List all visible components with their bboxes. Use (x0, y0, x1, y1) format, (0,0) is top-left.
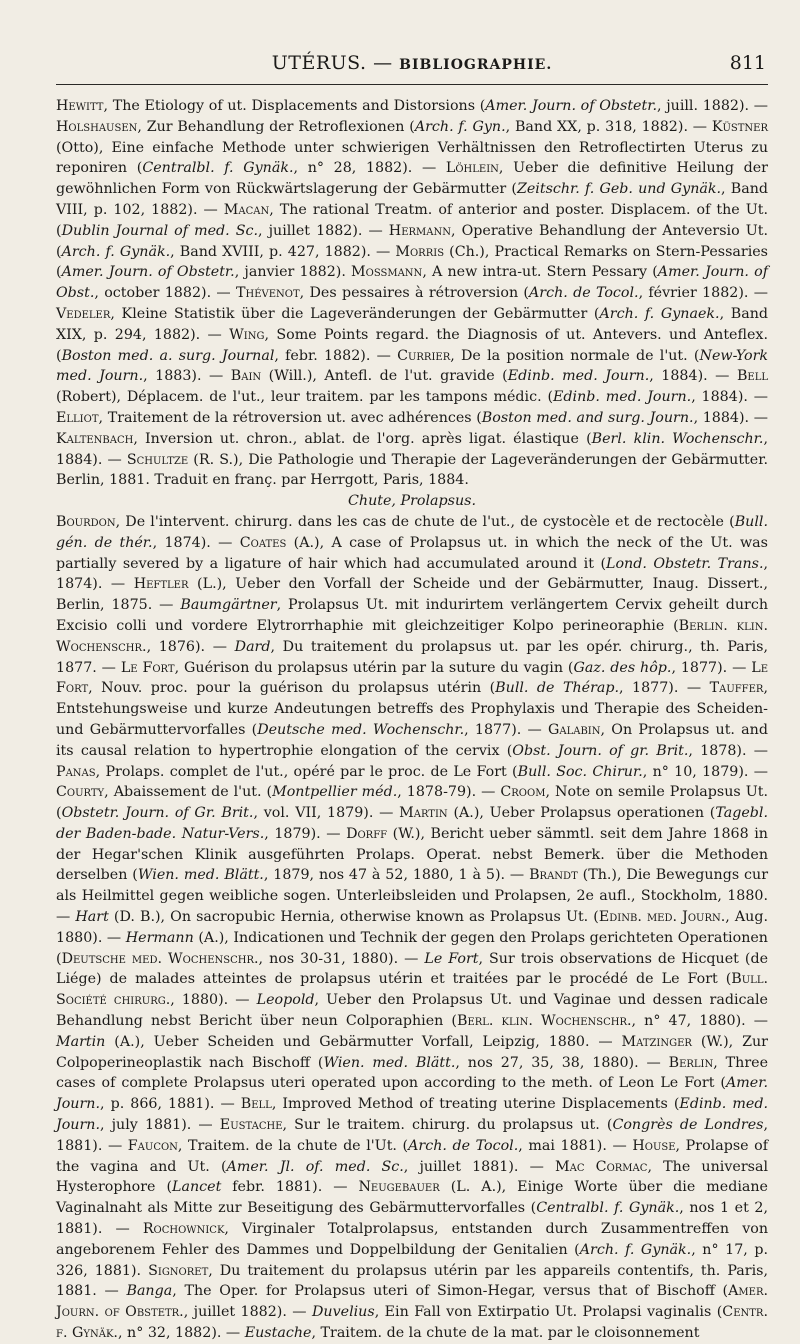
citation-text: , 1884). — (56, 430, 768, 468)
bibliography-paragraph-prolapsus (56, 512, 768, 1344)
citation-text: , vol. VII, 1879). — (253, 805, 400, 822)
citation-text: (L.), Ueber den Vorfall der Scheide und der Gebärmutter, Inaug. Dissert., Berlin, 1875. — (56, 576, 768, 614)
citation-text: , 1884). — (693, 409, 768, 426)
journal-title: Eustache (244, 1325, 312, 1342)
citation-text: , Des pessaires à rétroversion ( (299, 285, 529, 302)
running-title (56, 52, 768, 74)
section-subtitle: BIBLIOGRAPHIE. (399, 57, 553, 73)
author-name: Le Fort (120, 659, 175, 676)
author-name: Dorff (346, 825, 388, 842)
citation-text: , Band XIX, p. 294, 1882). — (56, 305, 768, 343)
page-number: 811 (729, 52, 766, 74)
citation-text: , Du traitement du prolapsus ut. par les opér. chirurg., th. Paris, 1877. — (56, 638, 768, 676)
journal-title: Boston med. a. surg. Journal (61, 347, 275, 364)
citation-text: , De l'intervent. chirurg. dans les cas de chute de l'ut., de cystocèle et de rectocèle ( (115, 513, 735, 530)
author-name: Signoret (148, 1262, 209, 1279)
author-name: Schultze (126, 451, 189, 468)
journal-title: Edinb. med. Journ. (56, 1096, 768, 1134)
author-name: Bell (736, 368, 768, 385)
journal-title: Wien. med. Blätt. (323, 1054, 456, 1071)
citation-text: , Traitem. de la chute de l'Ut. ( (177, 1137, 409, 1154)
citation-text: , janvier 1882). (234, 264, 352, 281)
author-name: Mossmann (351, 264, 423, 281)
citation-text: febr. 1881). — (221, 1179, 359, 1196)
journal-title: Gaz. des hôp. (573, 659, 672, 676)
citation-text: , febr. 1882). — (274, 347, 398, 364)
citation-text: , Du traitement du prolapsus utérin par les appareils contentifs, th. Paris, 1881. — (56, 1262, 768, 1300)
journal-title: Deutsche med. Wochenschr. (257, 721, 465, 738)
author-name: Tauffer (709, 680, 764, 697)
journal-title: Amer. Jl. of. med. Sc. (226, 1158, 404, 1175)
citation-text: , nos 27, 35, 38, 1880). — (455, 1054, 669, 1071)
citation-text: (Robert), Déplacem. de l'ut., leur traitem. par les tampons médic. ( (56, 389, 554, 406)
journal-title: Boston med. and surg. Journ. (481, 409, 694, 426)
citation-text: (Otto), Eine einfache Methode unter schwierigen Verhältnissen den Retroflectirten Uterus zu reponiren ( (56, 139, 768, 177)
citation-text: , n° 32, 1882). — (117, 1325, 245, 1342)
journal-title: Berl. klin. Wochenschr. (591, 430, 764, 447)
journal-title: Bull. Soc. Chirur. (517, 763, 643, 780)
citation-text: , Aug. 1880). — (56, 909, 768, 946)
citation-text: , 1879, nos 47 à 52, 1880, 1 à 5). — (263, 867, 530, 884)
citation-text: , n° 47, 1880). — (631, 1013, 768, 1030)
author-name: Berlin. klin. Wochenschr. (56, 617, 768, 655)
section-heading: Chute, Prolapsus. (348, 493, 476, 510)
citation-text: , 1883). — (143, 368, 231, 385)
citation-text: , 1884). — (691, 389, 768, 406)
journal-title: Edinb. med. Journ. (507, 368, 650, 385)
citation-text: (A.), A case of Prolapsus ut. in which the neck of the Ut. was partially severed by a ligature of hair which had accumulated around it ( (56, 534, 768, 572)
book-page (56, 44, 768, 1344)
citation-text: , 1877). — (464, 721, 548, 738)
author-name: Croom (500, 784, 546, 801)
journal-title: Hermann (125, 929, 194, 946)
citation-text: , nos 1 et 2, 1881). — (56, 1200, 769, 1238)
citation-text: , Sur trois observations de Hicquet (de Liége) de malades atteintes de prolapsus utérin et traitées par le procédé de Le Fort ( (56, 950, 768, 988)
author-name: Mac Cormac (555, 1158, 648, 1175)
citation-text: , On Prolapsus ut. and its causal relation to hypertrophie elongation of the cervix ( (56, 721, 768, 759)
journal-title: Zeitschr. f. Geb. und Gynäk. (516, 181, 722, 198)
citation-text: , 1880). — (170, 992, 257, 1009)
citation-text: , 1874). — (152, 534, 240, 551)
author-name: Edinb. med. Journ. (598, 909, 726, 926)
citation-text: , Sur le traitem. chirurg. du prolapsus ut. ( (282, 1117, 613, 1134)
author-name: Kaltenbach (56, 430, 134, 447)
citation-text: (Will.), Antefl. de l'ut. gravide ( (261, 368, 508, 385)
citation-text: , Ueber die definitive Heilung der gewöhnlichen Form von Rückwärtslagerung der Gebärmutter ( (56, 160, 768, 198)
author-name: Thévenot (235, 285, 300, 302)
citation-text: , Improved Method of treating uterine Displacements ( (271, 1096, 680, 1113)
citation-text: , 1877). — (619, 680, 710, 697)
journal-title: Lond. Obstetr. Trans. (606, 555, 764, 572)
citation-text: , juillet 1882). — (183, 1304, 312, 1321)
citation-text: (W.), Zur Colpoperineoplastik nach Bischoff ( (56, 1033, 768, 1071)
author-name: Currier (397, 347, 451, 364)
citation-text: , Traitem. de la chute de la mat. par le cloisonnement (311, 1325, 700, 1342)
author-name: Le Fort (56, 659, 768, 697)
author-name: Amer. Journ. of Obstetr. (56, 1283, 768, 1321)
citation-text: (L. A.), Einige Worte über die mediane Vaginalnaht als Mitte zur Beseitigung des Gebärmuttervorfalles ( (56, 1179, 768, 1217)
journal-title: Arch. f. Gynäk. (579, 1241, 692, 1258)
chapter-title: UTÉRUS. (271, 52, 367, 74)
citation-text: (A.), Ueber Scheiden und Gebärmutter Vorfall, Leipzig, 1880. — (105, 1033, 622, 1050)
author-name: Deutsche med. Wochenschr. (61, 950, 259, 967)
citation-text: (D. B.), On sacropubic Hernia, otherwise known as Prolapsus Ut. ( (108, 909, 599, 926)
author-name: House (632, 1137, 676, 1154)
citation-text: , july 1881). — (100, 1117, 220, 1134)
citation-text: , 1881). — (56, 1117, 768, 1154)
citation-text: , The Etiology of ut. Displacements and Distorsions ( (103, 98, 486, 114)
citation-text: , n° 28, 1882). — (293, 160, 446, 177)
journal-title: Arch. f. Gynaek. (599, 305, 720, 322)
author-name: Macan (223, 201, 270, 218)
citation-text: , Zur Behandlung der Retroflexionen ( (137, 118, 415, 135)
citation-text: , 1884). — (649, 368, 737, 385)
journal-title: Centralbl. f. Gynäk. (536, 1200, 680, 1217)
author-name: Küstner (711, 118, 768, 135)
journal-title: Bull. gén. de thér. (56, 513, 768, 551)
journal-title: Amer. Journ. of Obstetr. (485, 98, 657, 114)
citation-text: , The universal Hysterophore ( (56, 1158, 768, 1196)
journal-title: Congrès de Londres (612, 1117, 764, 1134)
bibliography-paragraph-displacements (56, 96, 768, 491)
journal-title: Montpellier méd. (272, 784, 398, 801)
citation-text: , p. 866, 1881). — (100, 1096, 241, 1113)
journal-title: Arch. f. Gynäk. (61, 243, 171, 260)
author-name: Eustache (219, 1117, 283, 1134)
author-name: Hewitt (56, 98, 104, 114)
running-header (56, 44, 768, 85)
journal-title: Banga (126, 1283, 173, 1300)
author-name: Neugebauer (358, 1179, 440, 1196)
author-name: Berlin (668, 1054, 714, 1071)
citation-text: , Prolaps. complet de l'ut., opéré par le proc. de Le Fort ( (95, 763, 518, 780)
citation-text: , Prolapse of the vagina and Ut. ( (56, 1137, 769, 1175)
citation-text: , A new intra-ut. Stern Pessary ( (422, 264, 658, 281)
citation-text: , The Oper. for Prolapsus uteri of Simon-Hegar, versus that of Bischoff ( (172, 1283, 729, 1300)
author-name: Hermann (388, 222, 451, 239)
citation-text: , juillet 1881). — (403, 1158, 556, 1175)
citation-text: , Band VIII, p. 102, 1882). — (56, 181, 769, 218)
author-name: Löhlein (445, 160, 499, 177)
journal-title: Obstetr. Journ. of Gr. Brit. (61, 805, 254, 822)
author-name: Bull. Société chirurg. (56, 971, 768, 1009)
journal-title: Wien. med. Blätt. (137, 867, 264, 884)
author-name: Brandt (529, 867, 578, 884)
author-name: Coates (239, 534, 287, 551)
citation-text: (W.), Bericht ueber sämmtl. seit dem Jahre 1868 in der Hegar'schen Klinik ausgeführten Prolaps. Operat. nebst Bemerk. über die Methoden derselben ( (56, 825, 768, 884)
citation-text: , october 1882). — (94, 285, 236, 302)
journal-title: Amer. Journ. of Obstetr. (61, 264, 235, 281)
author-name: Galabin (547, 721, 601, 738)
journal-title: Arch. f. Gyn. (414, 118, 506, 135)
journal-title: Le Fort (424, 950, 479, 967)
journal-title: Edinb. med. Journ. (553, 389, 692, 406)
journal-title: Arch. de Tocol. (408, 1137, 519, 1154)
citation-text: , The rational Treatm. of anterior and poster. Displacem. of the Ut. ( (56, 201, 768, 239)
citation-text: , Inversion ut. chron., ablat. de l'org. après ligat. élastique ( (133, 430, 592, 447)
citation-text: , Entstehungsweise und kurze Andeutungen betreffs des Prophylaxis und Therapie des Scheiden-und Gebärmuttervorfalles ( (56, 680, 768, 738)
author-name: Panas (56, 763, 96, 780)
citation-text: , juillet 1882). — (258, 222, 389, 239)
journal-title: Leopold (256, 992, 315, 1009)
citation-text: , n° 10, 1879). — (642, 763, 769, 780)
citation-text: (Th.), Die Bewegungs cur als Heilmittel gegen weibliche sogen. Unterleibsleiden und Prolapsen, 2e aufl., Stockholm, 1880. — (56, 867, 768, 926)
author-name: Matzinger (621, 1033, 692, 1050)
title-dash: — (366, 52, 400, 74)
citation-text: , Band XVIII, p. 427, 1882). — (170, 243, 396, 260)
author-name: Bell (240, 1096, 272, 1113)
citation-text: (R. S.), Die Pathologie und Therapie der Lageveränderungen der Gebärmutter. Berlin, 1881. Traduit en franç. par Herrgott, Paris, 1884. (56, 451, 768, 489)
journal-title: Lancet (172, 1179, 222, 1196)
author-name: Rochownick (142, 1221, 225, 1238)
citation-text: , 1878). — (688, 742, 768, 759)
author-name: Berl. klin. Wochenschr. (456, 1013, 632, 1030)
author-name: Bourdon (56, 513, 116, 530)
bibliography-text (56, 96, 768, 1344)
author-name: Holshausen (56, 118, 138, 135)
citation-text: , Some Points regard. the Diagnosis of ut. Antevers. und Anteflex. ( (56, 326, 768, 364)
journal-title: Duvelius (311, 1304, 375, 1321)
citation-text: , Band XX, p. 318, 1882). — (505, 118, 712, 135)
author-name: Wing (229, 326, 265, 343)
journal-title: Martin (56, 1033, 106, 1050)
author-name: Martin (399, 805, 448, 822)
journal-title: Baumgärtner (180, 597, 277, 614)
citation-text: , nos 30-31, 1880). — (258, 950, 425, 967)
citation-text: , Ein Fall von Extirpatio Ut. Prolapsi vaginalis ( (374, 1304, 723, 1321)
citation-text: , juill. 1882). — (657, 98, 769, 114)
citation-text: , 1879). — (264, 825, 347, 842)
citation-text: (A.), Indicationen und Technik der gegen den Prolaps gerichteten Operationen ( (56, 929, 768, 967)
journal-title: Centralbl. f. Gynäk. (142, 160, 294, 177)
citation-text: , 1874). — (56, 555, 769, 593)
journal-title: New-York med. Journ. (56, 347, 769, 385)
journal-title: Dublin Journal of med. Sc. (61, 222, 259, 239)
journal-title: Amer. Journ. of Obst. (56, 264, 768, 302)
citation-text: (A.), Ueber Prolapsus operationen ( (447, 805, 716, 822)
citation-text: , 1876). — (146, 638, 235, 655)
author-name: Heftler (133, 576, 189, 593)
citation-text: , Prolapsus Ut. mit indurirtem verlängertem Cervix geheilt durch Excisio colli und vordere Elytrorrhaphie mit gleichzeitiger Kolpo perineoraphie ( (56, 597, 768, 634)
author-name: Morris (395, 243, 445, 260)
journal-title: Hart (75, 909, 109, 926)
citation-text: , Nouv. proc. pour la guérison du prolapsus utérin ( (88, 680, 496, 697)
author-name: Courty (56, 784, 105, 801)
citation-text: , De la position normale de l'ut. ( (450, 347, 700, 364)
journal-title: Dard (234, 638, 271, 655)
citation-text: , Abaissement de l'ut. ( (104, 784, 273, 801)
citation-text: , Virginaler Totalprolapsus, entstanden durch Zusammentreffen von angeborenem Fehler des Dammes und Doppelbildung der Genitalien ( (56, 1221, 768, 1258)
citation-text: , n° 17, p. 326, 1881). (56, 1241, 769, 1279)
citation-text: , Note on semile Prolapsus Ut. ( (56, 784, 768, 822)
citation-text: , Traitement de la rétroversion ut. avec adhérences ( (98, 409, 482, 426)
citation-text: , Guérison du prolapsus utérin par la suture du vagin ( (174, 659, 574, 676)
journal-title: Arch. de Tocol. (529, 285, 639, 302)
citation-text: , Three cases of complete Prolapsus uteri operated upon according to the meth. of Leon Le Fort ( (56, 1054, 769, 1092)
citation-text: , Kleine Statistik über die Lageveränderungen der Gebärmutter ( (110, 305, 600, 322)
author-name: Faucon (127, 1137, 178, 1154)
citation-text: , février 1882). — (638, 285, 768, 302)
journal-title: Amer. Journ. (56, 1075, 768, 1113)
author-name: Elliot (56, 409, 99, 426)
citation-text: , Ueber den Prolapsus Ut. und Vaginae und dessen radicale Behandlung nebst Bericht über neun Colporaphien ( (56, 992, 768, 1030)
citation-text: , Operative Behandlung der Anteversio Ut. ( (56, 222, 768, 260)
author-name: Bain (230, 368, 262, 385)
author-name: Centr. f. Gynäk. (56, 1304, 768, 1342)
journal-title: Tagebl. der Baden-bade. Natur-Vers. (56, 805, 769, 842)
citation-text: , mai 1881). — (518, 1137, 633, 1154)
citation-text: (Ch.), Practical Remarks on Stern-Pessaries ( (56, 243, 768, 281)
citation-text: , 1878-79). — (397, 784, 501, 801)
journal-title: Bull. de Thérap. (495, 680, 620, 697)
author-name: Vedeler (56, 305, 111, 322)
citation-text: , 1877). — (671, 659, 752, 676)
journal-title: Obst. Journ. of gr. Brit. (512, 742, 689, 759)
